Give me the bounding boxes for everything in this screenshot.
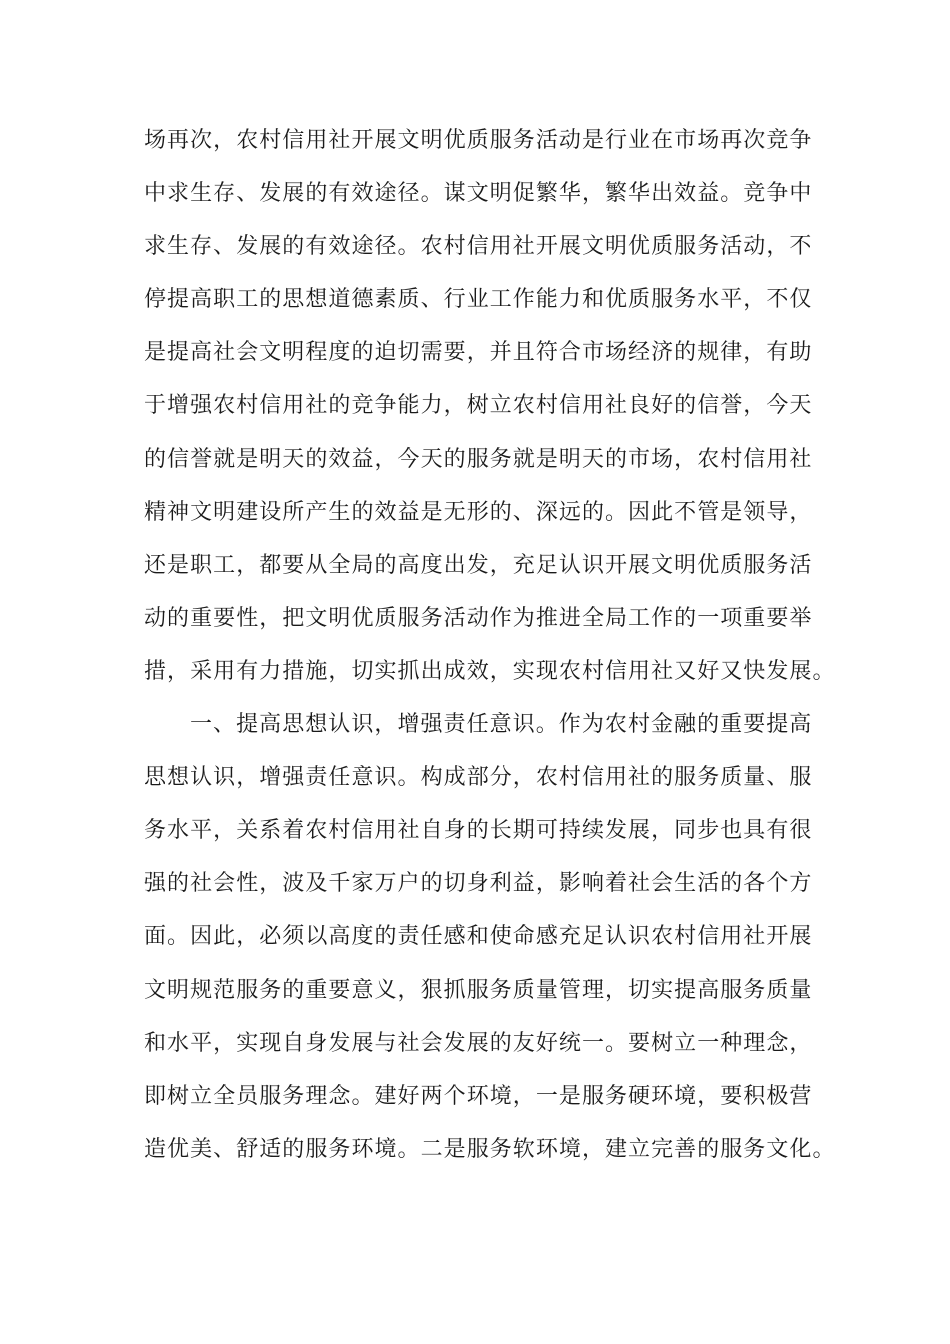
section-heading-line: 一、提高思想认识，增强责任意识。作为农村金融的重要提高 <box>190 712 813 738</box>
text-line: 文明规范服务的重要意义，狠抓服务质量管理，切实提高服务质量 <box>144 977 813 1003</box>
text-line: 即树立全员服务理念。建好两个环境，一是服务硬环境，要积极营 <box>144 1083 813 1109</box>
text-line: 是提高社会文明程度的迫切需要，并且符合市场经济的规律，有助 <box>144 340 813 366</box>
text-line: 面。因此，必须以高度的责任感和使命感充足认识农村信用社开展 <box>144 924 813 950</box>
text-line: 务水平，关系着农村信用社自身的长期可持续发展，同步也具有很 <box>144 818 813 844</box>
text-line: 场再次，农村信用社开展文明优质服务活动是行业在市场再次竞争 <box>144 128 813 153</box>
text-line: 求生存、发展的有效途径。农村信用社开展文明优质服务活动，不 <box>144 234 813 260</box>
text-line: 还是职工，都要从全局的高度出发，充足认识开展文明优质服务活 <box>144 552 813 578</box>
text-line: 于增强农村信用社的竞争能力，树立农村信用社良好的信誉，今天 <box>144 393 813 419</box>
text-line: 中求生存、发展的有效途径。谋文明促繁华，繁华出效益。竞争中 <box>144 181 813 207</box>
text-line: 的信誉就是明天的效益，今天的服务就是明天的市场，农村信用社 <box>144 446 813 472</box>
text-line: 造优美、舒适的服务环境。二是服务软环境，建立完善的服务文化。 <box>144 1136 836 1162</box>
text-line: 动的重要性，把文明优质服务活动作为推进全局工作的一项重要举 <box>144 605 813 631</box>
text-line: 精神文明建设所产生的效益是无形的、深远的。因此不管是领导， <box>144 499 813 525</box>
body-text <box>144 114 844 1176</box>
text-line: 思想认识，增强责任意识。构成部分，农村信用社的服务质量、服 <box>144 765 813 791</box>
text-line: 措，采用有力措施，切实抓出成效，实现农村信用社又好又快发展。 <box>144 658 836 684</box>
text-line: 和水平，实现自身发展与社会发展的友好统一。要树立一种理念， <box>144 1030 813 1056</box>
text-line: 强的社会性，波及千家万户的切身利益，影响着社会生活的各个方 <box>144 871 813 897</box>
text-line: 停提高职工的思想道德素质、行业工作能力和优质服务水平，不仅 <box>144 287 813 313</box>
